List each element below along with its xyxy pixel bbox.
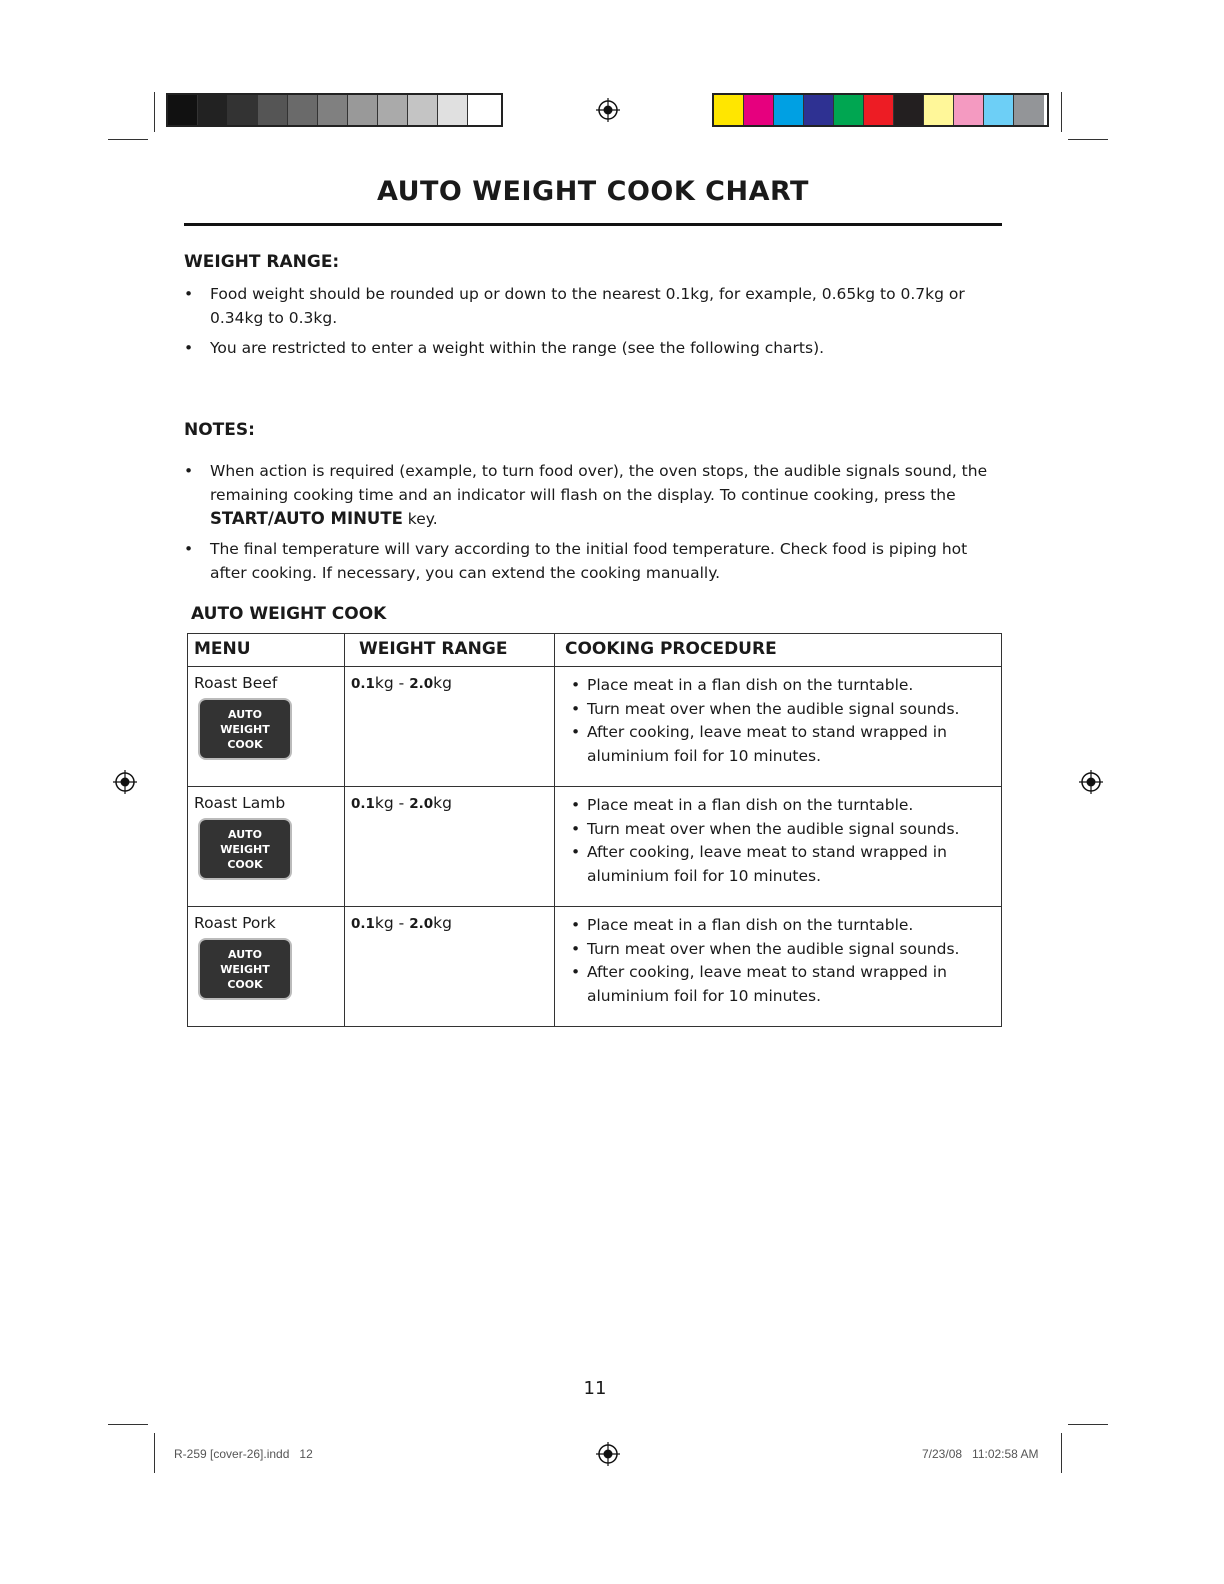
color-swatch bbox=[228, 95, 258, 125]
note-text: When action is required (example, to turn food over), the oven stops, the audible signals sound, the remaining cooking time and an indicator will flash on the display. To continue cooking, press the bbox=[210, 462, 988, 504]
color-swatch bbox=[408, 95, 438, 125]
max-weight: 2.0 bbox=[409, 916, 434, 932]
min-weight: 0.1 bbox=[351, 916, 375, 932]
menu-cell bbox=[188, 907, 345, 1027]
list-item: • Place meat in a flan dish on the turntable. bbox=[563, 794, 995, 818]
registration-mark-icon bbox=[596, 98, 620, 122]
separator: - bbox=[393, 914, 410, 932]
unit: kg bbox=[433, 794, 452, 812]
key-label: AUTO bbox=[228, 707, 262, 721]
key-name: START/AUTO MINUTE bbox=[210, 509, 403, 528]
process-color-bar bbox=[712, 93, 1049, 127]
crop-mark bbox=[108, 139, 148, 140]
key-label: COOK bbox=[227, 977, 263, 991]
menu-name: Roast Lamb bbox=[194, 794, 286, 812]
color-swatch bbox=[438, 95, 468, 125]
registration-mark-icon bbox=[1079, 770, 1103, 794]
key-label: WEIGHT bbox=[220, 722, 270, 736]
weight-range-list bbox=[184, 282, 984, 366]
auto-weight-cook-key-icon bbox=[200, 820, 290, 878]
title-divider bbox=[184, 223, 1002, 226]
color-swatch bbox=[834, 95, 864, 125]
crop-mark bbox=[1061, 1433, 1062, 1473]
crop-mark bbox=[108, 1424, 148, 1425]
note-text: key. bbox=[407, 510, 438, 528]
color-swatch bbox=[744, 95, 774, 125]
key-label: WEIGHT bbox=[220, 842, 270, 856]
menu-name: Roast Beef bbox=[194, 674, 278, 692]
color-swatch bbox=[804, 95, 834, 125]
list-item: • After cooking, leave meat to stand wrapped in aluminium foil for 10 minutes. bbox=[563, 841, 995, 888]
list-item: • The final temperature will vary according to the initial food temperature. Check food is piping hot after cooking. If necessary, you can extend the cooking manually. bbox=[184, 537, 996, 585]
color-swatch bbox=[954, 95, 984, 125]
key-label: AUTO bbox=[228, 947, 262, 961]
key-label: COOK bbox=[227, 857, 263, 871]
key-label: AUTO bbox=[228, 827, 262, 841]
key-label: WEIGHT bbox=[220, 962, 270, 976]
procedure-cell bbox=[555, 787, 1002, 907]
registration-mark-icon bbox=[596, 1442, 620, 1466]
table-header-row bbox=[188, 634, 1002, 667]
unit: kg bbox=[374, 794, 394, 812]
color-swatch bbox=[258, 95, 288, 125]
min-weight: 0.1 bbox=[351, 676, 375, 692]
page-number: 11 bbox=[583, 1378, 607, 1399]
color-swatch bbox=[198, 95, 228, 125]
color-swatch bbox=[894, 95, 924, 125]
auto-weight-cook-key-icon bbox=[200, 940, 290, 998]
footer-file-name: R-259 [cover-26].indd 12 bbox=[174, 1447, 313, 1461]
list-item: • After cooking, leave meat to stand wrapped in aluminium foil for 10 minutes. bbox=[563, 961, 995, 1008]
color-swatch bbox=[378, 95, 408, 125]
color-swatch bbox=[984, 95, 1014, 125]
separator: - bbox=[393, 674, 410, 692]
list-item: • Turn meat over when the audible signal sounds. bbox=[563, 698, 995, 722]
color-swatch bbox=[924, 95, 954, 125]
procedure-cell bbox=[555, 907, 1002, 1027]
procedure-list bbox=[561, 914, 995, 1008]
table-row bbox=[188, 667, 1002, 787]
table-row bbox=[188, 907, 1002, 1027]
unit: kg bbox=[433, 674, 452, 692]
max-weight: 2.0 bbox=[409, 676, 434, 692]
color-swatch bbox=[288, 95, 318, 125]
color-swatch bbox=[168, 95, 198, 125]
crop-mark bbox=[154, 1433, 155, 1473]
list-item bbox=[184, 459, 996, 531]
weight-range-cell bbox=[345, 667, 555, 787]
list-item: • Place meat in a flan dish on the turntable. bbox=[563, 674, 995, 698]
auto-weight-cook-key-icon bbox=[200, 700, 290, 758]
crop-mark bbox=[1068, 139, 1108, 140]
unit: kg bbox=[433, 914, 452, 932]
color-swatch bbox=[864, 95, 894, 125]
notes-list bbox=[184, 459, 996, 591]
crop-mark bbox=[1061, 92, 1062, 132]
list-item: • You are restricted to enter a weight within the range (see the following charts). bbox=[184, 336, 984, 360]
grayscale-color-bar bbox=[166, 93, 503, 127]
menu-name: Roast Pork bbox=[194, 914, 276, 932]
max-weight: 2.0 bbox=[409, 796, 434, 812]
color-swatch bbox=[714, 95, 744, 125]
list-item: • After cooking, leave meat to stand wrapped in aluminium foil for 10 minutes. bbox=[563, 721, 995, 768]
color-swatch bbox=[348, 95, 378, 125]
menu-cell bbox=[188, 667, 345, 787]
weight-range-cell bbox=[345, 907, 555, 1027]
weight-range-heading: WEIGHT RANGE: bbox=[184, 252, 340, 272]
page-title: AUTO WEIGHT COOK CHART bbox=[377, 176, 809, 207]
table-row bbox=[188, 787, 1002, 907]
separator: - bbox=[393, 794, 410, 812]
auto-weight-cook-table bbox=[187, 633, 1002, 1027]
procedure-list bbox=[561, 674, 995, 768]
color-swatch bbox=[468, 95, 498, 125]
column-header-menu: MENU bbox=[188, 634, 345, 667]
list-item: • Place meat in a flan dish on the turntable. bbox=[563, 914, 995, 938]
table-caption: AUTO WEIGHT COOK bbox=[191, 604, 387, 624]
key-label: COOK bbox=[227, 737, 263, 751]
column-header-cooking-procedure: COOKING PROCEDURE bbox=[555, 634, 1002, 667]
footer-timestamp: 7/23/08 11:02:58 AM bbox=[922, 1447, 1039, 1461]
color-swatch bbox=[318, 95, 348, 125]
notes-heading: NOTES: bbox=[184, 420, 255, 440]
unit: kg bbox=[374, 914, 394, 932]
procedure-list bbox=[561, 794, 995, 888]
list-item: • Turn meat over when the audible signal sounds. bbox=[563, 938, 995, 962]
crop-mark bbox=[1068, 1424, 1108, 1425]
column-header-weight-range: WEIGHT RANGE bbox=[345, 634, 555, 667]
color-swatch bbox=[1014, 95, 1044, 125]
registration-mark-icon bbox=[113, 770, 137, 794]
min-weight: 0.1 bbox=[351, 796, 375, 812]
unit: kg bbox=[374, 674, 394, 692]
crop-mark bbox=[154, 92, 155, 132]
list-item: • Food weight should be rounded up or down to the nearest 0.1kg, for example, 0.65kg to 0.7kg or 0.34kg to 0.3kg. bbox=[184, 282, 984, 330]
color-swatch bbox=[774, 95, 804, 125]
menu-cell bbox=[188, 787, 345, 907]
weight-range-cell bbox=[345, 787, 555, 907]
list-item: • Turn meat over when the audible signal sounds. bbox=[563, 818, 995, 842]
procedure-cell bbox=[555, 667, 1002, 787]
